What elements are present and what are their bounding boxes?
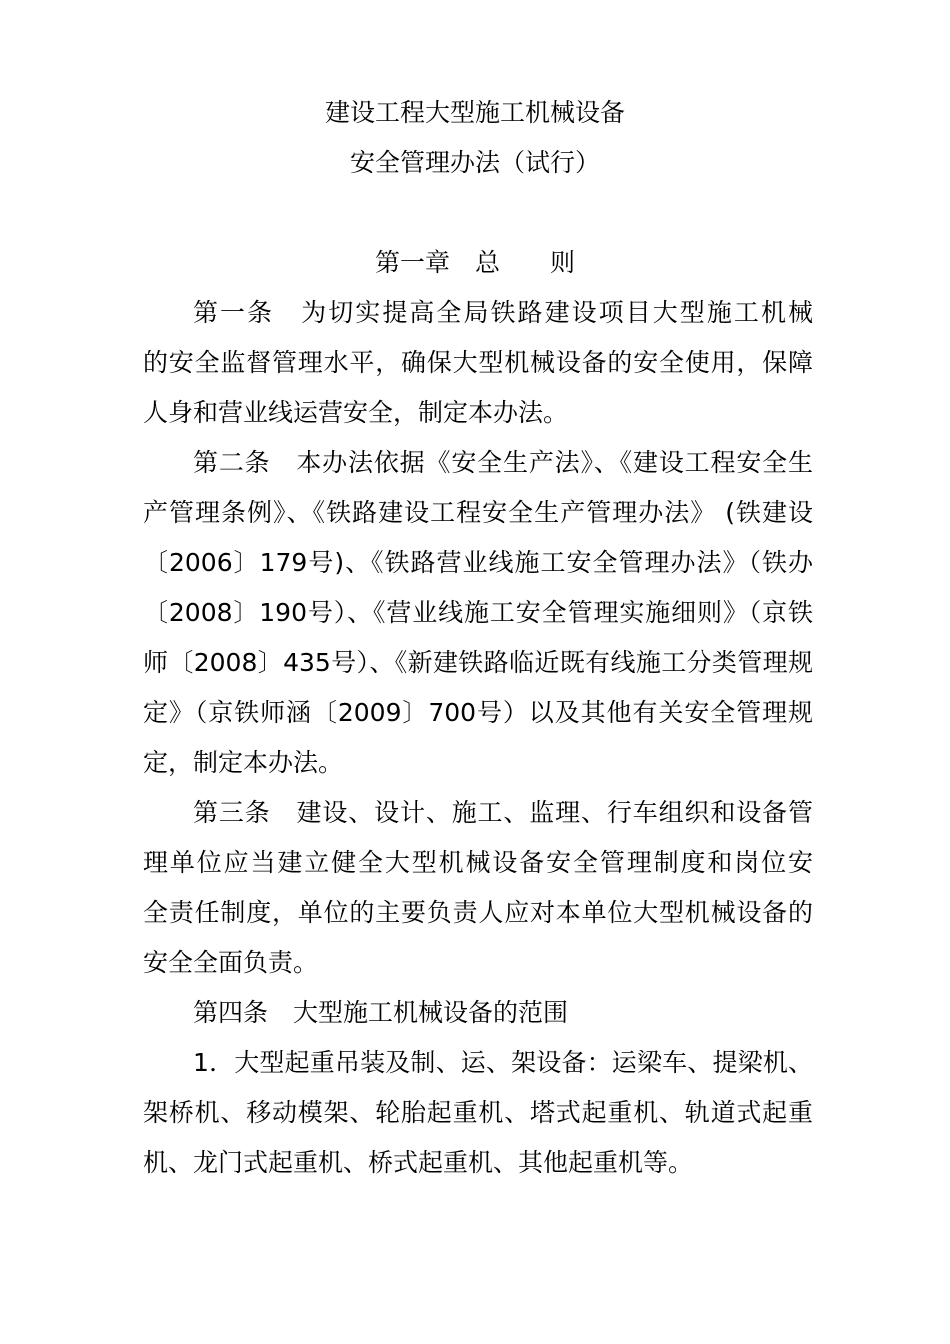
article-3-line-3: 全责任制度，单位的主要负责人应对本单位大型机械设备的 xyxy=(143,898,813,927)
article-2-line-6: 定》（京铁师涵〔2009〕700号）以及其他有关安全管理规 xyxy=(143,698,813,727)
article-2-line-4: 〔2008〕190号）、《营业线施工安全管理实施细则》（京铁 xyxy=(143,598,813,627)
article-4-item-1-line-3: 机、龙门式起重机、桥式起重机、其他起重机等。 xyxy=(143,1148,694,1177)
article-3-line-2: 理单位应当建立健全大型机械设备安全管理制度和岗位安 xyxy=(143,848,813,877)
chapter-heading: 第一章 总 则 xyxy=(374,248,575,277)
article-2-line-2: 产管理条例》、《铁路建设工程安全生产管理办法》 (铁建设 xyxy=(143,498,813,527)
document-title: 建设工程大型施工机械设备 xyxy=(324,98,625,127)
article-4-heading: 第四条 大型施工机械设备的范围 xyxy=(193,998,569,1027)
article-4-item-1-line-1: 1．大型起重吊装及制、运、架设备：运梁车、提梁机、 xyxy=(193,1048,813,1077)
article-2-line-5: 师〔2008〕435号）、《新建铁路临近既有线施工分类管理规 xyxy=(143,648,813,677)
article-1-line-3: 人身和营业线运营安全，制定本办法。 xyxy=(143,398,569,427)
article-2-line-3: 〔2006〕179号)、《铁路营业线施工安全管理办法》（铁办 xyxy=(143,548,813,577)
document-subtitle: 安全管理办法（试行） xyxy=(349,148,600,177)
article-3-line-4: 安全全面负责。 xyxy=(143,948,319,977)
article-2-line-1: 第二条 本办法依据《安全生产法》、《建设工程安全生 xyxy=(193,448,813,477)
article-1-line-2: 的安全监督管理水平，确保大型机械设备的安全使用，保障 xyxy=(143,348,813,377)
article-2-line-7: 定，制定本办法。 xyxy=(143,748,344,777)
article-4-item-1-line-2: 架桥机、移动模架、轮胎起重机、塔式起重机、轨道式起重 xyxy=(143,1098,813,1127)
article-3-line-1: 第三条 建设、设计、施工、监理、行车组织和设备管 xyxy=(193,798,813,827)
article-1-line-1: 第一条 为切实提高全局铁路建设项目大型施工机械 xyxy=(193,298,813,327)
